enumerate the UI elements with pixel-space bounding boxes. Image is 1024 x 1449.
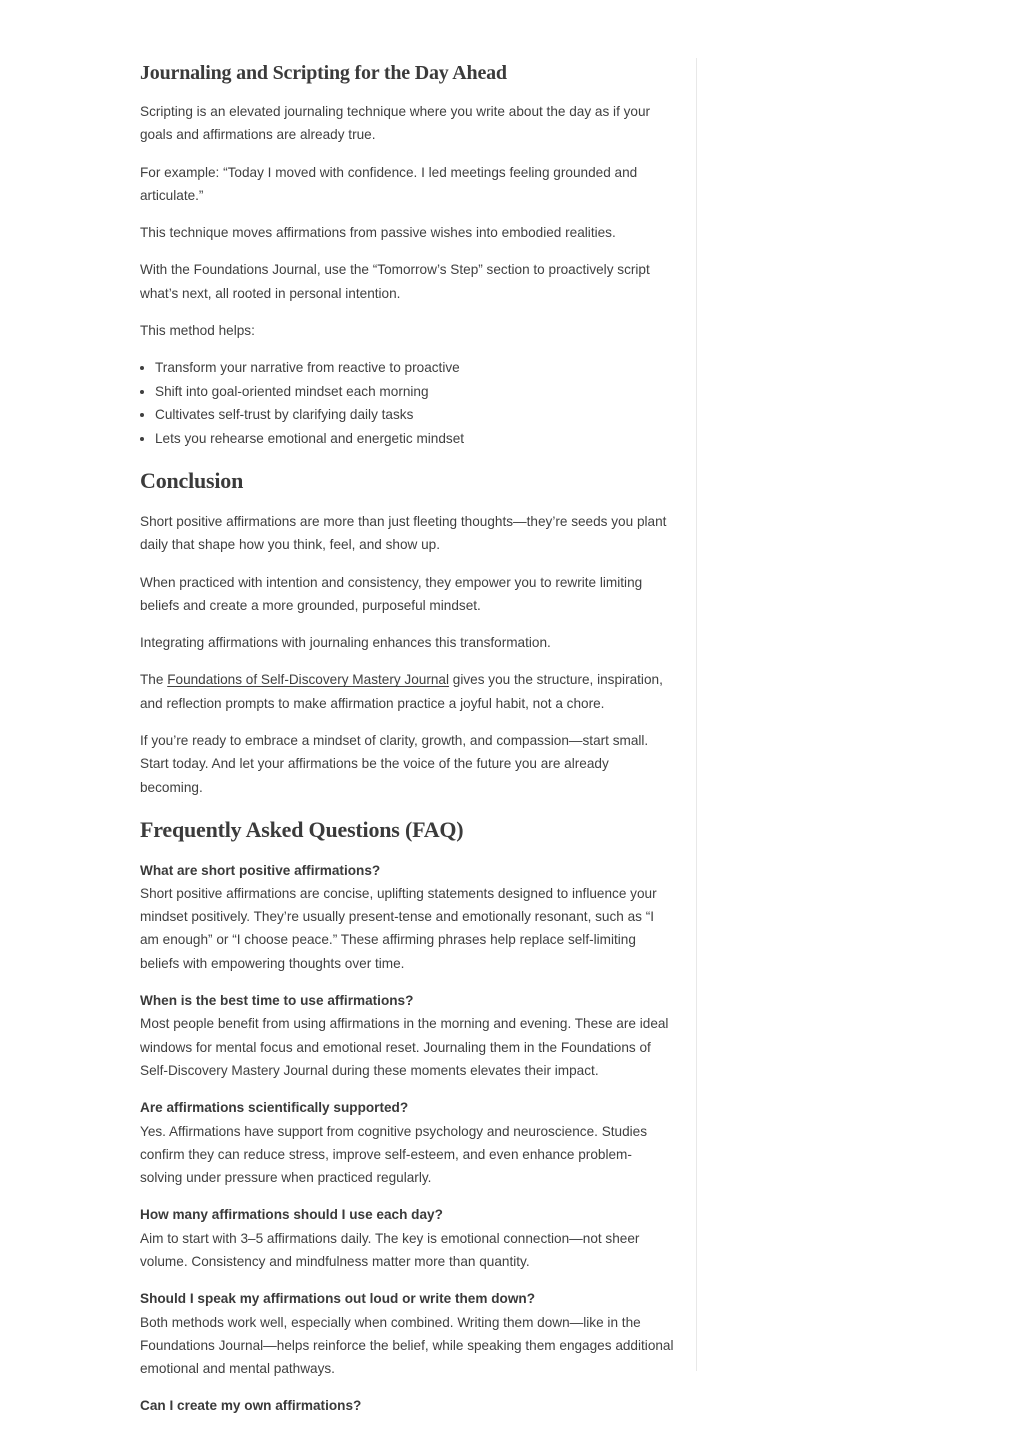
article-content [0,58,697,1414]
section-heading-journaling: Journaling and Scripting for the Day Ahead [140,62,507,84]
paragraph: Scripting is an elevated journaling technique where you write about the day as if your goals and affirmations are already true. [140,104,651,143]
faq-item [140,1287,674,1380]
faq-item [140,1203,674,1273]
faq-answer: Aim to start with 3–5 affirmations daily. The key is emotional connection—not sheer volume. Consistency and mindfulness matter more than quantity. [140,1230,640,1269]
faq-answer: Yes. Affirmations have support from cognitive psychology and neuroscience. Studies confirm they can reduce stress, improve self-esteem, and even enhance problem-solving under pressure when practiced regularly. [140,1123,648,1186]
faq-question: Can I create my own affirmations? [140,1398,362,1414]
list-item: • Transform your narrative from reactive to proactive [155,356,674,380]
faq-item [140,859,674,975]
faq-item [140,1394,674,1417]
faq-question: What are short positive affirmations? [140,862,381,878]
paragraph: For example: “Today I moved with confidence. I led meetings feeling grounded and articulate.” [140,164,638,203]
list-item: • Cultivates self-trust by clarifying daily tasks [155,403,674,427]
benefits-list [140,356,674,450]
faq-item [140,989,674,1082]
sidebar-column [697,58,1024,1371]
paragraph: This method helps: [140,323,255,339]
list-item: • Shift into goal-oriented mindset each morning [155,380,674,404]
journal-link[interactable]: Foundations of Self-Discovery Mastery Journal [167,672,450,688]
faq-answer: Most people benefit from using affirmations in the morning and evening. These are ideal windows for mental focus and emotional reset. Journaling them in the Foundations of Self-Discovery Mastery Journal during these moments elevates their impact. [140,1016,669,1078]
list-item: • Lets you rehearse emotional and energetic mindset [155,427,674,451]
section-heading-conclusion: Conclusion [140,468,244,494]
paragraph: This technique moves affirmations from passive wishes into embodied realities. [140,225,616,241]
link-paragraph-prefix: The [140,672,168,688]
faq-question: Are affirmations scientifically supported? [140,1100,409,1116]
paragraph: With the Foundations Journal, use the “Tomorrow’s Step” section to proactively script what’s next, all rooted in personal intention. [140,262,650,301]
section-heading-faq: Frequently Asked Questions (FAQ) [140,816,464,842]
paragraph: Integrating affirmations with journaling enhances this transformation. [140,635,551,651]
paragraph-with-link [140,668,674,715]
faq-answer: Short positive affirmations are concise, uplifting statements designed to influence your mindset positively. They’re usually present-tense and emotionally resonant, such as “I am enough” or “I choose peace.” These affirming phrases help replace self-limiting beliefs with empowering thoughts over time. [140,885,657,971]
faq-answer: Both methods work well, especially when combined. Writing them down—like in the Foundations Journal—helps reinforce the belief, while speaking them engages additional emotional and mental pathways. [140,1314,674,1377]
link-paragraph-suffix: gives you the structure, inspiration, and reflection prompts to make affirmation practice a joyful habit, not a chore. [140,672,663,711]
faq-question: Should I speak my affirmations out loud or write them down? [140,1291,536,1307]
faq-question: When is the best time to use affirmations? [140,993,414,1009]
paragraph: Short positive affirmations are more than just fleeting thoughts—they’re seeds you plant daily that shape how you think, feel, and show up. [140,513,667,553]
paragraph: When practiced with intention and consistency, they empower you to rewrite limiting beliefs and create a more grounded, purposeful mindset. [140,574,643,613]
faq-question: How many affirmations should I use each day? [140,1207,443,1223]
paragraph: If you’re ready to embrace a mindset of clarity, growth, and compassion—start small. Start today. And let your affirmations be the voice of the future you are already becoming. [140,733,649,795]
faq-item [140,1096,674,1189]
